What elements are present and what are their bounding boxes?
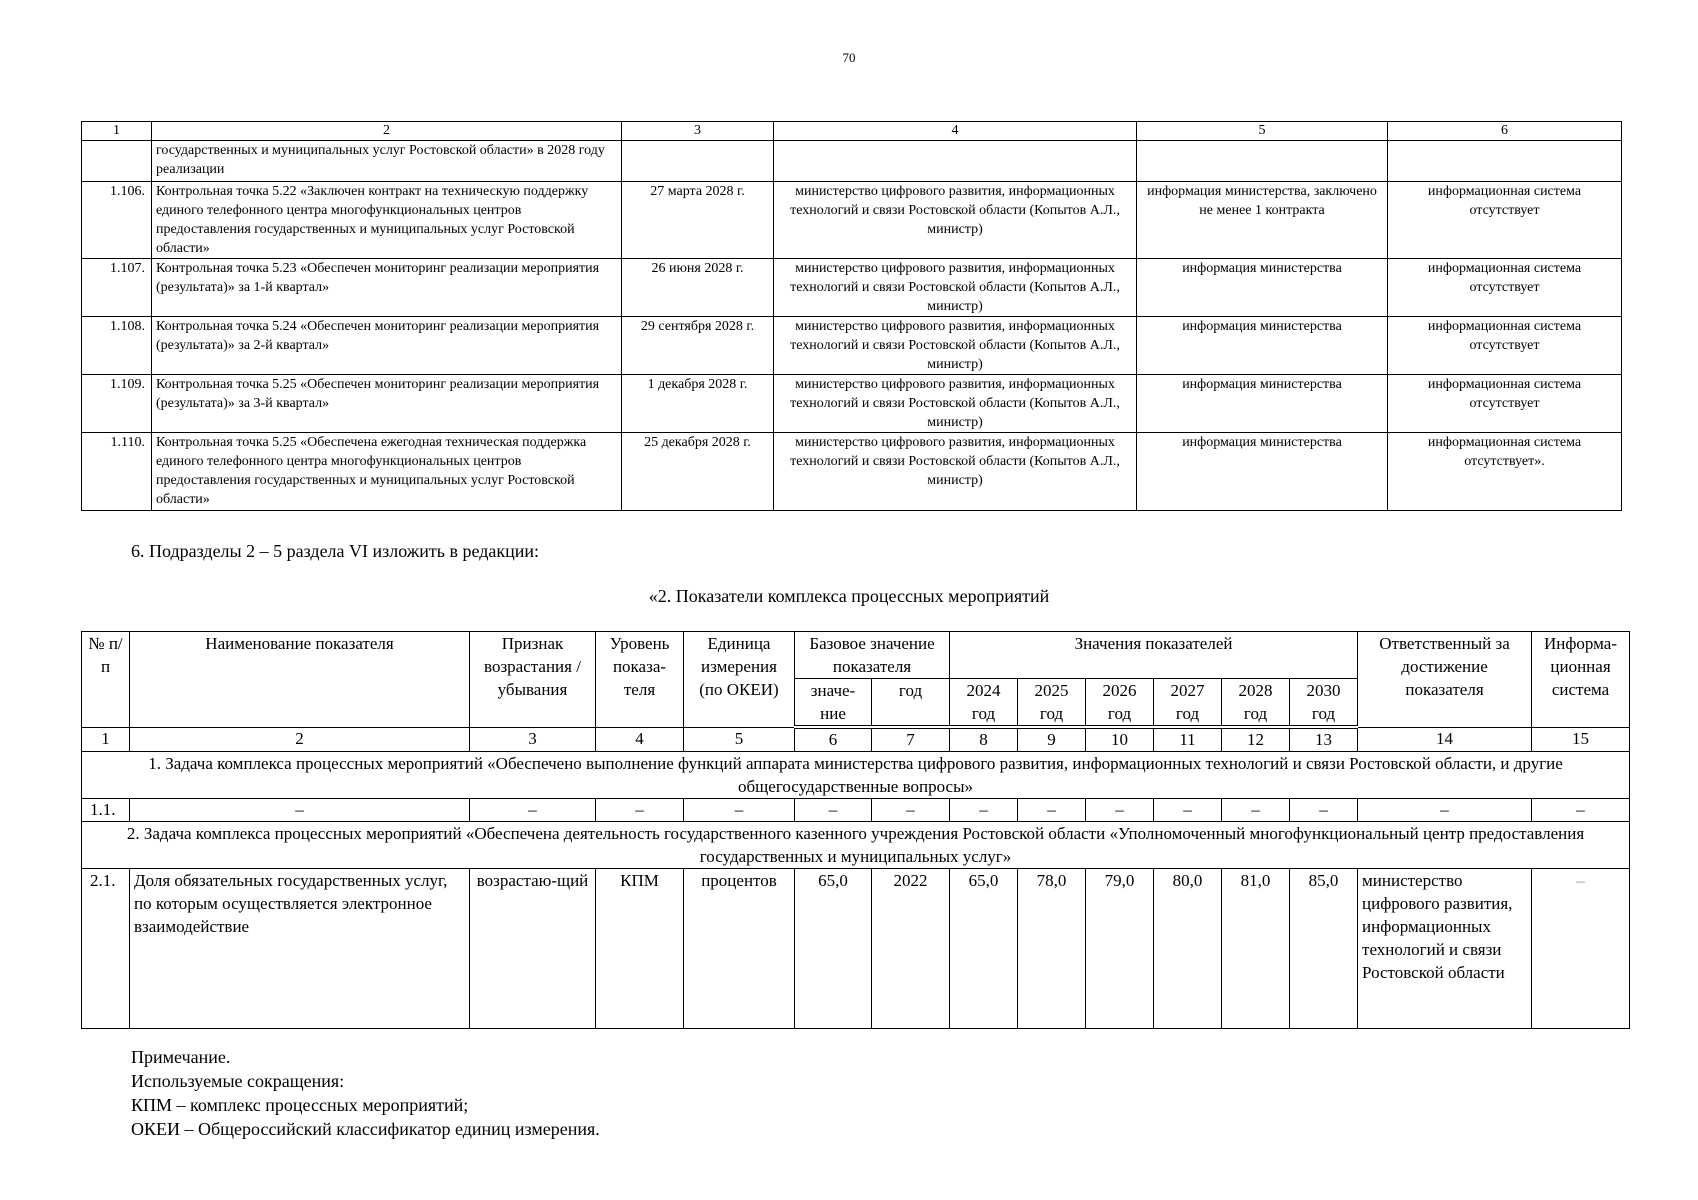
column-number: 3 [470,727,596,752]
column-number: 5 [684,727,795,752]
row-text: Контрольная точка 5.24 «Обеспечен мониторинг реализации мероприятия (результата)» за 2-й квартал» [152,317,622,375]
header-year: 2024 год [950,679,1018,728]
column-number: 1 [82,727,130,752]
row-document: информация министерства [1137,375,1388,433]
row-number: 1.110. [82,433,152,511]
row-text: государственных и муниципальных услуг Ростовской области» в 2028 году реализации [152,141,622,182]
value-2028: 81,0 [1222,869,1290,1029]
row-system: информационная система отсутствует [1388,259,1622,317]
row-date: 27 марта 2028 г. [622,182,774,259]
indicator-unit: процентов [684,869,795,1029]
base-year: 2022 [872,869,950,1029]
row-document: информация министерства, заключено не менее 1 контракта [1137,182,1388,259]
table-row [82,433,1622,511]
row-responsible: министерство цифрового развития, информационных технологий и связи Ростовской области (Копытов А.Л., министр) [774,317,1137,375]
column-number: 2 [130,727,470,752]
table-header-row [82,632,1630,679]
header-year: 2026 год [1086,679,1154,728]
page-number: 70 [842,50,856,65]
task-2-heading: 2. Задача комплекса процессных мероприятий «Обеспечена деятельность государственного казенного учреждения Ростовской области «Уполномоченный многофункциональный центр предоставления государственных и муниципальных услуг» [82,822,1630,869]
header-cell: 5 [1137,122,1388,141]
column-number: 12 [1222,727,1290,752]
table-row [82,259,1622,317]
row-document: информация министерства [1137,317,1388,375]
empty-cell: – [1018,799,1086,822]
row-system: информационная система отсутствует [1388,317,1622,375]
column-number: 8 [950,727,1018,752]
column-numbers-row [82,727,1630,752]
row-text: Контрольная точка 5.25 «Обеспечен мониторинг реализации мероприятия (результата)» за 3-й квартал» [152,375,622,433]
table-row [82,182,1622,259]
row-responsible: министерство цифрового развития, информационных технологий и связи Ростовской области (Копытов А.Л., министр) [774,259,1137,317]
empty-cell: – [795,799,872,822]
value-2027: 80,0 [1154,869,1222,1029]
header-base-year: год [872,679,950,728]
value-2025: 78,0 [1018,869,1086,1029]
header-year: 2027 год [1154,679,1222,728]
value-2024: 65,0 [950,869,1018,1029]
row-number: 1.1. [82,799,130,822]
header-values: Значения показателей [950,632,1358,679]
row-date: 26 июня 2028 г. [622,259,774,317]
header-sign: Признак возрастания / убывания [470,632,596,728]
indicator-responsible: министерство цифрового развития, информационных технологий и связи Ростовской области [1358,869,1532,1029]
value-2030: 85,0 [1290,869,1358,1029]
task-row [82,822,1630,869]
header-cell: 4 [774,122,1137,141]
header-cell: 2 [152,122,622,141]
row-date: 29 сентября 2028 г. [622,317,774,375]
row-number: 1.109. [82,375,152,433]
abbreviation-kpm: КПМ – комплекс процессных мероприятий; [131,1095,469,1115]
table-header-row [82,122,1622,141]
header-year: 2028 год [1222,679,1290,728]
column-number: 15 [1532,727,1630,752]
base-value: 65,0 [795,869,872,1029]
header-year: 2025 год [1018,679,1086,728]
row-system: информационная система отсутствует [1388,182,1622,259]
abbreviations-title: Используемые сокращения: [131,1071,345,1091]
header-cell: 3 [622,122,774,141]
header-base-value: значе-ние [795,679,872,728]
section-title: «2. Показатели комплекса процессных мероприятий [648,586,1050,606]
column-number: 14 [1358,727,1532,752]
empty-cell: – [950,799,1018,822]
column-number: 7 [872,727,950,752]
notes-title: Примечание. [131,1047,231,1067]
value-2026: 79,0 [1086,869,1154,1029]
empty-cell: – [872,799,950,822]
header-responsible: Ответственный за достижение показателя [1358,632,1532,728]
notes-block [131,1045,600,1141]
row-system: информационная система отсутствует [1388,375,1622,433]
empty-cell: – [596,799,684,822]
empty-cell: – [1154,799,1222,822]
header-unit: Единица измерения (по ОКЕИ) [684,632,795,728]
empty-cell: – [1290,799,1358,822]
header-no: № п/п [82,632,130,728]
indicator-system: – [1532,869,1630,1029]
row-text: Контрольная точка 5.22 «Заключен контракт на техническую поддержку единого телефонного центра многофункциональных центров предоставления государственных и муниципальных услуг Ростовской области» [152,182,622,259]
column-number: 10 [1086,727,1154,752]
column-number: 9 [1018,727,1086,752]
row-responsible: министерство цифрового развития, информационных технологий и связи Ростовской области (Копытов А.Л., министр) [774,433,1137,511]
table-row [82,869,1630,1029]
row-date: 1 декабря 2028 г. [622,375,774,433]
control-points-table [81,121,1622,511]
row-responsible: министерство цифрового развития, информационных технологий и связи Ростовской области (Копытов А.Л., министр) [774,182,1137,259]
empty-cell: – [470,799,596,822]
header-name: Наименование показателя [130,632,470,728]
row-number: 1.108. [82,317,152,375]
row-date: 25 декабря 2028 г. [622,433,774,511]
row-number: 1.106. [82,182,152,259]
empty-cell: – [684,799,795,822]
abbreviation-okei: ОКЕИ – Общероссийский классификатор единиц измерения. [131,1119,600,1139]
column-number: 4 [596,727,684,752]
indicator-name: Доля обязательных государственных услуг, по которым осуществляется электронное взаимодействие [130,869,470,1029]
row-system: информационная система отсутствует». [1388,433,1622,511]
header-system: Информа-ционная система [1532,632,1630,728]
task-1-heading: 1. Задача комплекса процессных мероприятий «Обеспечено выполнение функций аппарата министерства цифрового развития, информационных технологий и связи Ростовской области, и другие общегосударственные вопросы» [82,752,1630,799]
row-text: Контрольная точка 5.25 «Обеспечена ежегодная техническая поддержка единого телефонного центра многофункциональных центров предоставления государственных и муниципальных услуг Ростовской области» [152,433,622,511]
task-row [82,752,1630,799]
row-number: 2.1. [82,869,130,1029]
header-cell: 6 [1388,122,1622,141]
table-row [82,317,1622,375]
column-number: 13 [1290,727,1358,752]
empty-cell: – [1532,799,1630,822]
row-responsible: министерство цифрового развития, информационных технологий и связи Ростовской области (Копытов А.Л., министр) [774,375,1137,433]
empty-cell: – [130,799,470,822]
row-text: Контрольная точка 5.23 «Обеспечен мониторинг реализации мероприятия (результата)» за 1-й квартал» [152,259,622,317]
header-level: Уровень показа-теля [596,632,684,728]
row-document: информация министерства [1137,259,1388,317]
amendment-paragraph: 6. Подразделы 2 – 5 раздела VI изложить в редакции: [131,541,539,561]
indicator-level: КПМ [596,869,684,1029]
header-year: 2030 год [1290,679,1358,728]
header-base: Базовое значение показателя [795,632,950,679]
column-number: 6 [795,727,872,752]
table-row [82,375,1622,433]
empty-cell: – [1358,799,1532,822]
column-number: 11 [1154,727,1222,752]
table-row [82,141,1622,182]
row-document: информация министерства [1137,433,1388,511]
indicators-table [81,631,1630,1029]
table-row [82,799,1630,822]
empty-cell: – [1222,799,1290,822]
header-cell: 1 [82,122,152,141]
row-number: 1.107. [82,259,152,317]
empty-cell: – [1086,799,1154,822]
indicator-sign: возрастаю-щий [470,869,596,1029]
